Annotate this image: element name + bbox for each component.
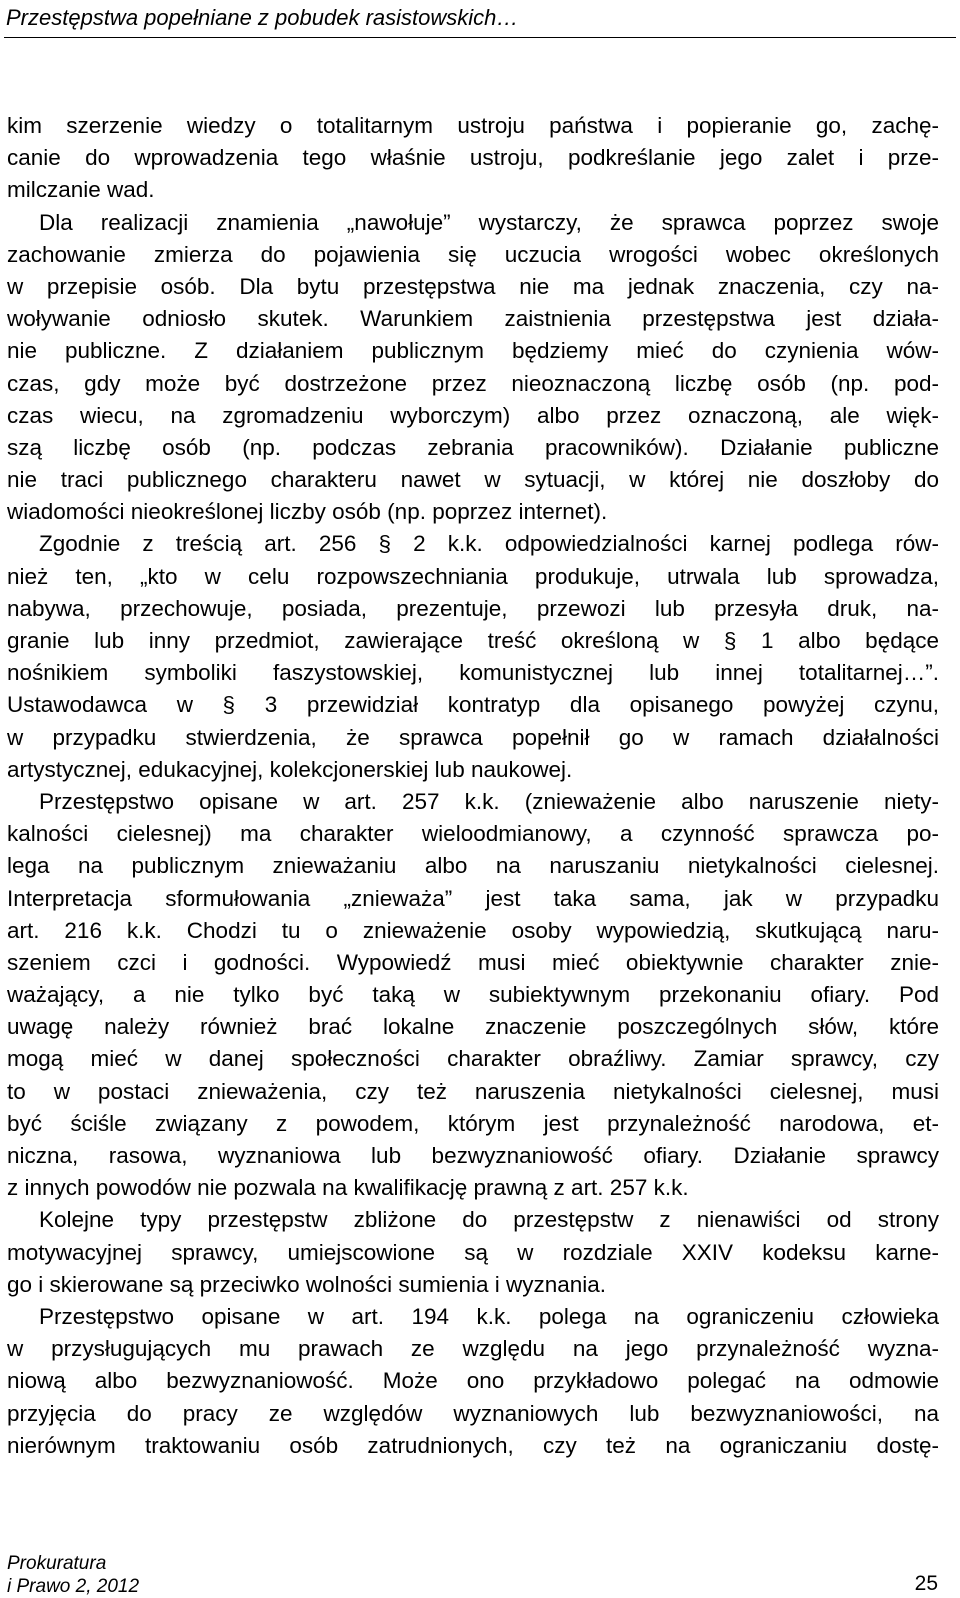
text-line: z innych powodów nie pozwala na kwalifikację prawną z art. 257 k.k. bbox=[7, 1175, 689, 1201]
text-line: w przypadku stwierdzenia, że sprawca popełnił go w ramach działalności bbox=[7, 724, 939, 750]
paragraph bbox=[7, 1204, 939, 1301]
text-line: niczna, rasowa, wyznaniowa lub bezwyznaniowość ofiary. Działanie sprawcy bbox=[7, 1143, 939, 1168]
text-line: uwagę należy również brać lokalne znaczenie poszczególnych słów, które bbox=[7, 1014, 939, 1040]
text-line: nabywa, przechowuje, posiada, prezentuje, przewozi lub przesyła druk, na- bbox=[7, 595, 939, 621]
text-line: czas, gdy może być dostrzeżone przez nieoznaczoną liczbę osób (np. pod- bbox=[7, 370, 939, 396]
text-line: nierównym traktowaniu osób zatrudnionych, czy też na ograniczaniu dostę- bbox=[7, 1432, 939, 1458]
text-line: Przestępstwo opisane w art. 257 k.k. (znieważenie albo naruszenie niety- bbox=[39, 788, 939, 814]
footer-journal bbox=[7, 1552, 139, 1598]
text-line: niową albo bezwyznaniowość. Może ono przykładowo polegać na odmowie bbox=[7, 1368, 939, 1394]
paragraph bbox=[7, 786, 939, 1204]
text-line: woływanie odniosło skutek. Warunkiem zaistnienia przestępstwa jest działa- bbox=[7, 306, 939, 332]
text-line: kalności cielesnej) ma charakter wieloodmianowy, a czynność sprawcza po- bbox=[7, 821, 939, 847]
text-line: wiadomości nieokreślonej liczby osób (np. poprzez internet). bbox=[7, 499, 608, 525]
text-line: w przepisie osób. Dla bytu przestępstwa nie ma jednak znaczenia, czy na- bbox=[7, 273, 939, 299]
text-line: nież ten, „kto w celu rozpowszechniania produkuje, utrwala lub sprowadza, bbox=[7, 563, 939, 589]
text-line: motywacyjnej sprawcy, umiejscowione są w rozdziale XXIV kodeksu karne- bbox=[7, 1239, 939, 1265]
text-line: szą liczbę osób (np. podczas zebrania pracowników). Działanie publiczne bbox=[7, 434, 939, 460]
text-line: nie publiczne. Z działaniem publicznym będziemy mieć do czynienia wów- bbox=[7, 338, 939, 364]
header-divider bbox=[4, 37, 956, 38]
text-line: być ściśle związany z powodem, którym jest przynależność narodowa, et- bbox=[7, 1110, 939, 1136]
text-line: czas wiecu, na zgromadzeniu wyborczym) albo przez oznaczoną, ale więk- bbox=[7, 402, 939, 428]
text-line: zachowanie zmierza do pojawienia się uczucia wrogości wobec określonych bbox=[7, 241, 939, 267]
paragraph bbox=[7, 1301, 939, 1462]
text-line: Ustawodawca w § 3 przewidział kontratyp dla opisanego powyżej czynu, bbox=[7, 692, 939, 718]
text-line: go i skierowane są przeciwko wolności sumienia i wyznania. bbox=[7, 1271, 607, 1297]
text-line: artystycznej, edukacyjnej, kolekcjonerskiej lub naukowej. bbox=[7, 756, 573, 782]
article-body bbox=[7, 110, 939, 1462]
running-header: Przestępstwa popełniane z pobudek rasistowskich… bbox=[6, 5, 519, 30]
text-line: nośnikiem symboliki faszystowskiej, komunistycznej lub innej totalitarnej…”. bbox=[7, 660, 939, 686]
text-line: granie lub inny przedmiot, zawierające treść określoną w § 1 albo będące bbox=[7, 628, 939, 653]
text-line: to w postaci znieważenia, czy też naruszenia nietykalności cielesnej, musi bbox=[7, 1078, 939, 1104]
text-line: kim szerzenie wiedzy o totalitarnym ustroju państwa i popieranie go, zachę- bbox=[7, 113, 939, 138]
text-line: Interpretacja sformułowania „znieważa” jest taka sama, jak w przypadku bbox=[7, 885, 939, 911]
text-line: przyjęcia do pracy ze względów wyznaniowych lub bezwyznaniowości, na bbox=[7, 1400, 939, 1426]
text-line: Zgodnie z treścią art. 256 § 2 k.k. odpowiedzialności karnej podlega rów- bbox=[39, 531, 939, 557]
text-line: szeniem czci i godności. Wypowiedź musi mieć obiektywnie charakter znie- bbox=[7, 949, 939, 975]
footer-journal-issue: i Prawo 2, 2012 bbox=[7, 1576, 140, 1597]
text-line: ważający, a nie tylko być taką w subiektywnym przekonaniu ofiary. Pod bbox=[7, 982, 939, 1008]
page-number: 25 bbox=[914, 1572, 938, 1595]
text-line: Dla realizacji znamienia „nawołuje” wystarczy, że sprawca poprzez swoje bbox=[39, 209, 939, 235]
text-line: w przysługujących mu prawach ze względu na jego przynależność wyzna- bbox=[7, 1336, 939, 1362]
paragraph bbox=[7, 528, 939, 786]
text-line: Kolejne typy przestępstw zbliżone do przestępstw z nienawiści od strony bbox=[39, 1207, 939, 1233]
paragraph bbox=[7, 110, 939, 207]
footer-journal-name: Prokuratura bbox=[7, 1553, 107, 1574]
text-line: mogą mieć w danej społeczności charakter obraźliwy. Zamiar sprawcy, czy bbox=[7, 1046, 939, 1072]
text-line: nie traci publicznego charakteru nawet w sytuacji, w której nie doszłoby do bbox=[7, 467, 939, 493]
text-line: lega na publicznym znieważaniu albo na naruszaniu nietykalności cielesnej. bbox=[7, 853, 939, 879]
text-line: canie do wprowadzenia tego właśnie ustroju, podkreślanie jego zalet i prze- bbox=[7, 145, 939, 171]
text-line: Przestępstwo opisane w art. 194 k.k. polega na ograniczeniu człowieka bbox=[39, 1303, 939, 1329]
paragraph bbox=[7, 207, 939, 529]
text-line: milczanie wad. bbox=[7, 177, 155, 203]
text-line: art. 216 k.k. Chodzi tu o znieważenie osoby wypowiedzią, skutkującą naru- bbox=[7, 917, 939, 943]
